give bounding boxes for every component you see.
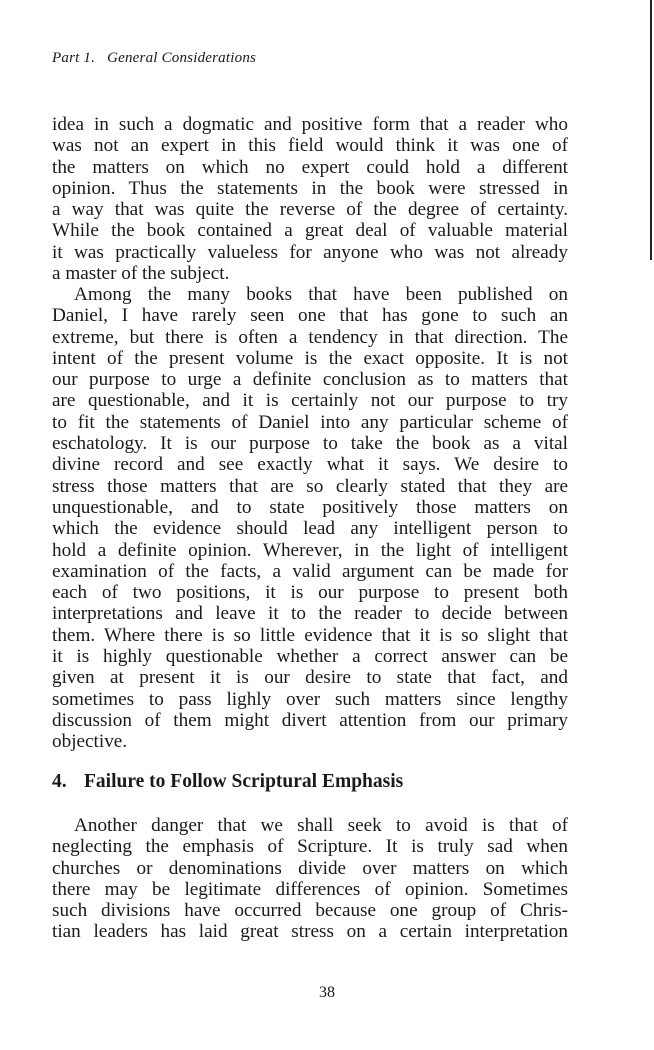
- text-line: idea in such a dogmatic and positive form that a reader who: [52, 114, 568, 135]
- page-edge-line: [650, 0, 652, 260]
- text-line: discussion of them might divert attention from our primary: [52, 709, 568, 731]
- text-line: interpretations and leave it to the reader to decide between: [52, 603, 568, 625]
- header-part: Part 1.: [52, 50, 96, 66]
- page-number: 38: [319, 984, 335, 1001]
- text-line: each of two positions, it is our purpose to present both: [52, 582, 568, 604]
- text-line: intent of the present volume is the exact opposite. It is not: [52, 347, 568, 369]
- text-line: objective.: [52, 731, 128, 753]
- text-line: which the evidence should lead any intelligent person to: [52, 518, 568, 540]
- text-line: are questionable, and it is certainly not our purpose to try: [52, 390, 568, 412]
- paragraph-1: [52, 114, 568, 284]
- paragraph-2: [52, 284, 568, 753]
- text-line: unquestionable, and to state positively those matters on: [52, 496, 568, 518]
- text-line: given at present it is our desire to state that fact, and: [52, 667, 568, 689]
- text-line: examination of the facts, a valid argument can be made for: [52, 560, 568, 582]
- text-line: sometimes to pass lighly over such matters since lengthy: [52, 688, 568, 710]
- paragraph-3: [52, 815, 568, 943]
- section-number: 4.: [52, 771, 67, 792]
- text-line: divine record and see exactly what it says. We desire to: [52, 454, 568, 476]
- text-line: hold a definite opinion. Wherever, in the light of intelligent: [52, 539, 568, 561]
- text-line: Among the many books that have been published on: [74, 284, 568, 305]
- text-line: tian leaders has laid great stress on a certain interpretation: [52, 921, 568, 943]
- text-line: was not an expert in this field would think it was one of: [52, 135, 568, 157]
- text-line: our purpose to urge a definite conclusion as to matters that: [52, 369, 568, 391]
- header-title: General Considerations: [107, 50, 257, 66]
- section-title: Failure to Follow Scriptural Emphasis: [84, 771, 404, 792]
- text-line: such divisions have occurred because one group of Chris-: [52, 900, 568, 922]
- running-header: [52, 50, 256, 67]
- text-line: opinion. Thus the statements in the book were stressed in: [52, 177, 568, 199]
- text-line: While the book contained a great deal of valuable material: [52, 220, 568, 242]
- text-line: it was practically valueless for anyone who was not already: [52, 241, 568, 263]
- text-line: it is highly questionable whether a correct answer can be: [52, 646, 568, 668]
- text-line: stress those matters that are so clearly stated that they are: [52, 475, 568, 497]
- text-line: extreme, but there is often a tendency in that direction. The: [52, 326, 568, 348]
- text-line: them. Where there is so little evidence that it is so slight that: [52, 624, 568, 646]
- text-line: Another danger that we shall seek to avoid is that of: [74, 815, 568, 836]
- text-line: Daniel, I have rarely seen one that has gone to such an: [52, 305, 568, 327]
- text-line: a master of the subject.: [52, 263, 230, 285]
- text-line: there may be legitimate differences of opinion. Sometimes: [52, 878, 568, 900]
- text-line: a way that was quite the reverse of the degree of certainty.: [52, 199, 568, 221]
- text-line: churches or denominations divide over matters on which: [52, 857, 568, 879]
- section-heading: [52, 771, 403, 793]
- text-line: the matters on which no expert could hold a different: [52, 156, 568, 178]
- text-line: to fit the statements of Daniel into any particular scheme of: [52, 411, 568, 433]
- text-line: neglecting the emphasis of Scripture. It is truly sad when: [52, 836, 568, 858]
- text-line: eschatology. It is our purpose to take the book as a vital: [52, 433, 568, 455]
